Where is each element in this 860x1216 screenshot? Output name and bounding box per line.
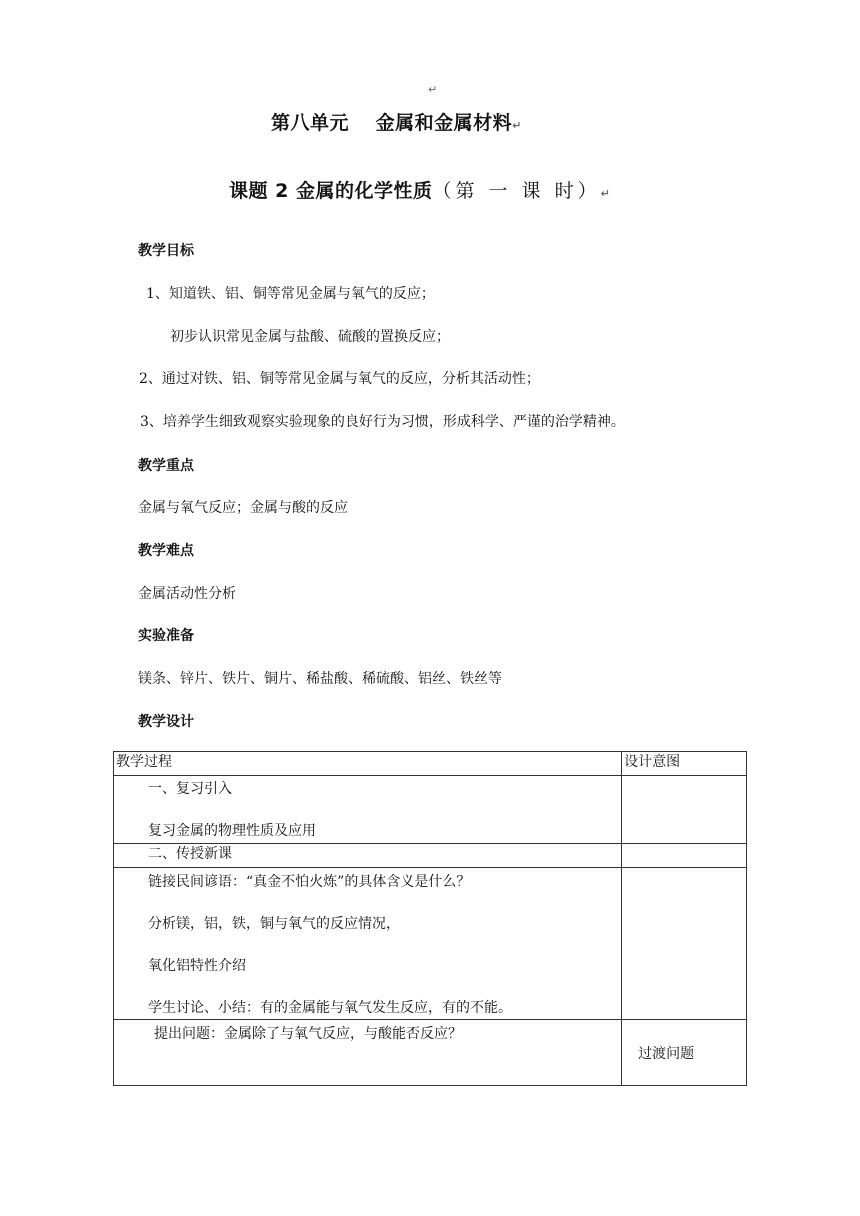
intent-cell — [622, 1020, 747, 1086]
review-heading: 一、复习引入 — [148, 781, 232, 797]
goals-heading: 教学目标 — [138, 243, 194, 259]
table-row — [114, 868, 747, 1020]
new-lesson-heading: 二、传授新课 — [148, 846, 232, 862]
table-header-row — [114, 752, 747, 776]
goal-item-3: 3、培养学生细致观察实验现象的良好行为习惯，形成科学、严谨的治学精神。 — [140, 414, 625, 430]
alumina-text: 氧化铝特性介绍 — [148, 958, 246, 974]
process-cell — [114, 868, 622, 1020]
table-row — [114, 1020, 747, 1086]
process-cell — [114, 1020, 622, 1086]
unit-title-text: 第八单元 金属和金属材料 — [271, 112, 513, 134]
table-row — [114, 776, 747, 844]
difficulty-text: 金属活动性分析 — [138, 586, 236, 602]
process-cell — [114, 776, 622, 844]
header-process: 教学过程 — [114, 752, 622, 776]
goal-item-1: 1、知道铁、铝、铜等常见金属与氧气的反应； — [146, 286, 435, 302]
key-heading: 教学重点 — [138, 458, 194, 474]
prep-heading: 实验准备 — [138, 628, 194, 644]
unit-title — [271, 108, 522, 135]
intent-cell — [622, 776, 747, 844]
review-text: 复习金属的物理性质及应用 — [148, 823, 316, 839]
lesson-title — [229, 176, 610, 203]
design-heading: 教学设计 — [138, 714, 194, 730]
design-table — [113, 751, 747, 1086]
lesson-title-text: 课题 2 金属的化学性质 — [229, 180, 433, 202]
header-intent: 设计意图 — [622, 752, 747, 776]
transition-note: 过渡问题 — [638, 1046, 695, 1062]
difficulty-heading: 教学难点 — [138, 543, 194, 559]
goal-item-2: 2、通过对铁、铝、铜等常见金属与氧气的反应，分析其活动性； — [139, 371, 540, 387]
analysis-text: 分析镁，铝，铁，铜与氧气的反应情况， — [148, 916, 400, 932]
intent-cell — [622, 868, 747, 1020]
prep-text: 镁条、锌片、铁片、铜片、稀盐酸、稀硫酸、铝丝、铁丝等 — [138, 671, 502, 687]
goal-item-1b: 初步认识常见金属与盐酸、硫酸的置换反应； — [170, 329, 450, 345]
paragraph-mark: ↵ — [512, 119, 522, 132]
proverb-question: 链接民间谚语：“真金不怕火炼”的具体含义是什么？ — [148, 874, 471, 890]
paragraph-mark: ↵ — [600, 187, 611, 200]
table-row — [114, 844, 747, 868]
lesson-title-period: （第 一 课 时） — [432, 180, 601, 202]
key-text: 金属与氧气反应；金属与酸的反应 — [138, 500, 348, 516]
paragraph-mark: ↵ — [428, 83, 438, 96]
summary-text: 学生讨论、小结：有的金属能与氧气发生反应，有的不能。 — [148, 1000, 512, 1016]
intent-cell — [622, 844, 747, 868]
process-cell — [114, 844, 622, 868]
question-text: 提出问题：金属除了与氧气反应，与酸能否反应？ — [154, 1026, 462, 1042]
